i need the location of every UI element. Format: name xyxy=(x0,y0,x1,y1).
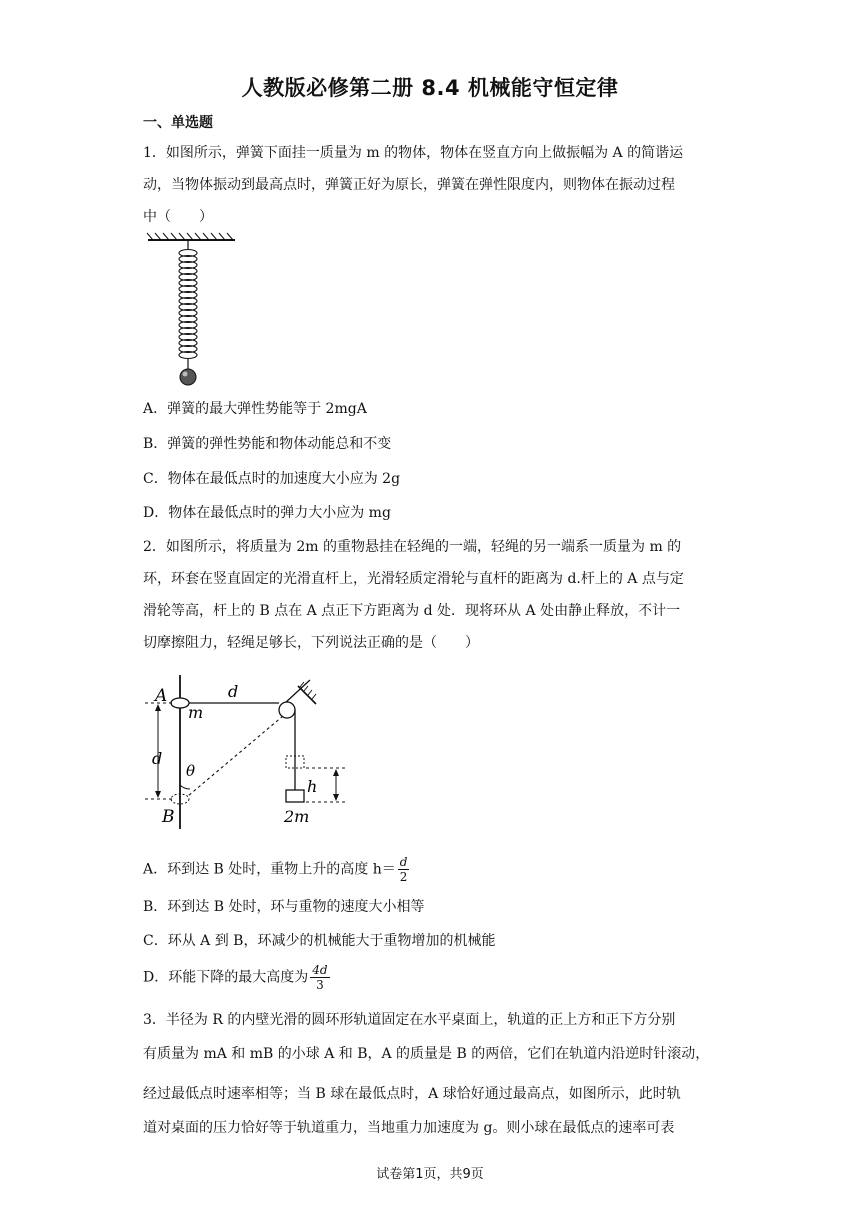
section-heading: 一、单选题 xyxy=(143,115,213,131)
q1-stem-line-1: 1．如图所示，弹簧下面挂一质量为 m 的物体，物体在竖直方向上做振幅为 A 的简谐运 xyxy=(143,145,684,161)
q3-stem-line-1: 3．半径为 R 的内壁光滑的圆环形轨道固定在水平桌面上，轨道的正上方和正下方分别 xyxy=(143,1012,676,1028)
q1-option-a: A．弹簧的最大弹性势能等于 2mgA xyxy=(143,401,367,417)
page-footer: 试卷第1页，共9页 xyxy=(376,1167,484,1182)
spring-mass-figure xyxy=(145,232,240,390)
page-title: 人教版必修第二册 8.4 机械能守恒定律 xyxy=(241,76,619,100)
label-b: B xyxy=(162,807,175,827)
q2-option-d xyxy=(143,963,330,992)
q1-stem-line-3: 中（ ） xyxy=(143,209,213,225)
q1-option-b: B．弹簧的弹性势能和物体动能总和不变 xyxy=(143,436,392,452)
label-d-horizontal: d xyxy=(228,682,239,701)
label-theta: θ xyxy=(186,762,196,780)
q2-option-d-text: D．环能下降的最大高度为 xyxy=(143,969,309,986)
q2-option-a-fraction xyxy=(398,855,410,884)
q1-option-c: C．物体在最低点时的加速度大小应为 2g xyxy=(143,471,401,487)
q2-option-d-numerator: 4d xyxy=(312,963,328,977)
q2-option-c: C．环从 A 到 B，环减少的机械能大于重物增加的机械能 xyxy=(143,933,496,949)
q2-option-a-numerator: d xyxy=(399,855,408,869)
label-a: A xyxy=(155,686,168,706)
q3-stem-line-2: 有质量为 mA 和 mB 的小球 A 和 B，A 的质量是 B 的两倍，它们在轨道内沿逆时针滚动， xyxy=(143,1046,710,1062)
label-2m: 2m xyxy=(284,807,310,826)
q2-stem-line-4: 切摩擦阻力，轻绳足够长，下列说法正确的是（ ） xyxy=(143,635,479,651)
q2-option-d-fraction xyxy=(310,963,329,992)
label-h: h xyxy=(307,777,318,796)
label-m: m xyxy=(188,703,204,722)
q2-stem-line-2: 环，环套在竖直固定的光滑直杆上，光滑轻质定滑轮与直杆的距离为 d.杆上的 A 点与定 xyxy=(143,571,684,587)
q2-option-a-text: A．环到达 B 处时，重物上升的高度 h＝ xyxy=(143,861,396,878)
q2-stem-line-3: 滑轮等高，杆上的 B 点在 A 点正下方距离为 d 处．现将环从 A 处由静止释放，不计一 xyxy=(143,603,681,619)
ring-pulley-figure xyxy=(140,672,360,832)
q3-stem-line-4: 道对桌面的压力恰好等于轨道重力，当地重力加速度为 g。则小球在最低点的速率可表 xyxy=(143,1120,675,1136)
q2-option-b: B．环到达 B 处时，环与重物的速度大小相等 xyxy=(143,899,425,915)
label-d-vertical: d xyxy=(152,749,163,768)
q2-option-a xyxy=(143,855,409,884)
q1-stem-line-2: 动，当物体振动到最高点时，弹簧正好为原长，弹簧在弹性限度内，则物体在振动过程 xyxy=(143,177,675,193)
q1-option-d: D．物体在最低点时的弹力大小应为 mg xyxy=(143,505,391,521)
q2-option-a-denominator: 2 xyxy=(399,870,408,884)
q2-stem-line-1: 2．如图所示，将质量为 2m 的重物悬挂在轻绳的一端，轻绳的另一端系一质量为 m 的 xyxy=(143,539,682,555)
q3-stem-line-3: 经过最低点时速率相等；当 B 球在最低点时，A 球恰好通过最高点，如图所示，此时轨 xyxy=(143,1086,681,1102)
q2-option-d-denominator: 3 xyxy=(316,978,324,992)
